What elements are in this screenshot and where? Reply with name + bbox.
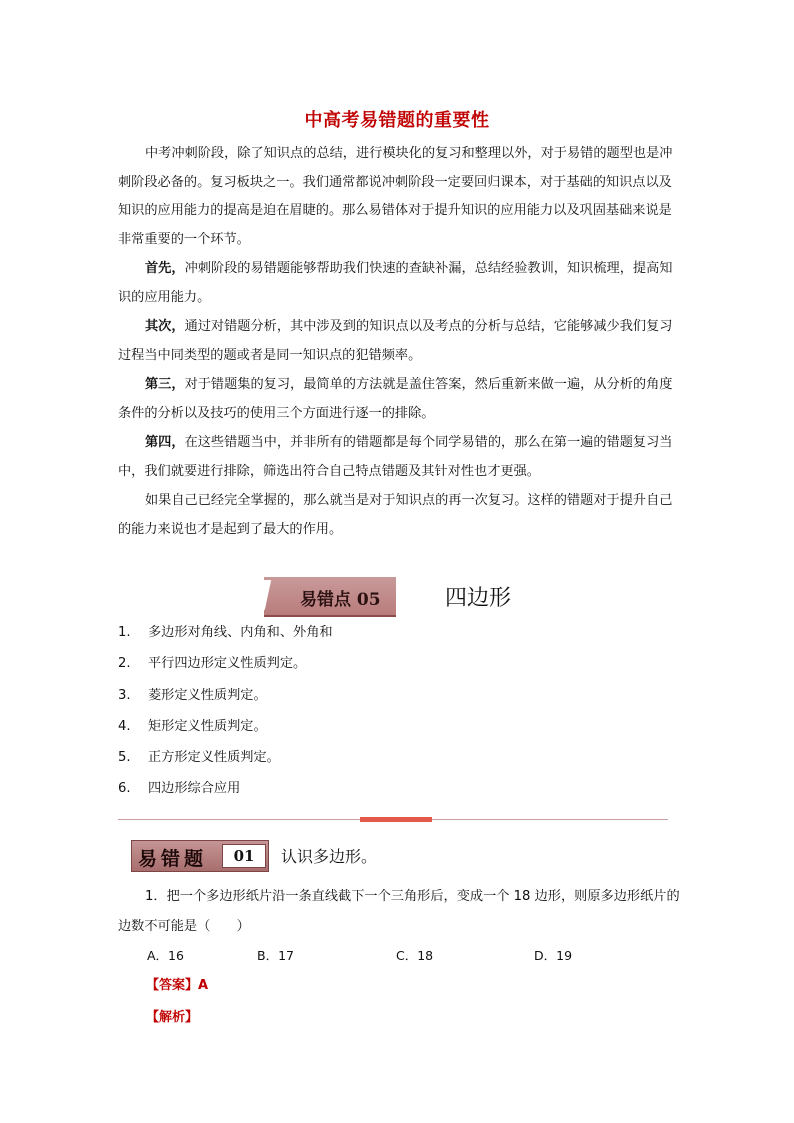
banner-box — [264, 577, 396, 617]
analysis-label: 【解析】 — [146, 1010, 199, 1025]
error-question-title: 认识多边形。 — [281, 847, 378, 866]
analysis-line — [146, 1006, 198, 1025]
list-text: 多边形对角线、内角和、外角和 — [148, 625, 333, 640]
list-text: 矩形定义性质判定。 — [148, 718, 267, 734]
error-question-number: 01 — [222, 844, 266, 868]
option-a: A．16 — [147, 948, 184, 963]
list-item — [118, 653, 678, 684]
list-number: 4. — [118, 718, 131, 734]
banner-topic: 四边形 — [445, 586, 512, 611]
intro-paragraph-3 — [118, 313, 678, 370]
answer-options — [118, 946, 683, 974]
list-number: 2. — [118, 656, 131, 672]
list-number: 6. — [118, 781, 131, 797]
list-text: 菱形定义性质判定。 — [148, 687, 267, 703]
intro-paragraph-6: 如果自己已经完全掌握的，那么就当是对于知识点的再一次复习。这样的错题对于提升自己的能力来说也才是起到了最大的作用。 — [118, 493, 673, 537]
list-text: 正方形定义性质判定。 — [148, 750, 280, 766]
list-text: 平行四边形定义性质判定。 — [148, 656, 307, 672]
error-point-banner — [264, 577, 564, 617]
intro-paragraph-4 — [118, 371, 678, 428]
answer-line — [146, 974, 208, 993]
divider-accent — [360, 817, 432, 822]
list-item — [118, 747, 678, 778]
list-number: 3. — [118, 687, 131, 703]
question-block — [118, 882, 683, 974]
option-c: C．18 — [396, 948, 434, 963]
topic-list — [118, 622, 678, 810]
list-text: 四边形综合应用 — [148, 781, 241, 797]
intro-section — [118, 140, 678, 544]
error-question-label: 易错题 — [138, 848, 208, 870]
banner-label: 易错点 05 — [300, 590, 381, 610]
option-b: B．17 — [257, 948, 294, 963]
question-text: 1．把一个多边形纸片沿一条直线截下一个三角形后，变成一个 18 边形，则原多边形纸片的边数不可能是（ ） — [118, 889, 680, 934]
answer-label: 【答案】 — [146, 978, 199, 993]
list-number: 5. — [118, 750, 131, 766]
page-title: 中高考易错题的重要性 — [304, 110, 490, 131]
intro-paragraph-2 — [118, 255, 678, 312]
list-item — [118, 622, 678, 653]
answer-value: A — [198, 978, 209, 993]
paragraph-body: 在这些错题当中，并非所有的错题都是每个同学易错的，那么在第一遍的错题复习当中，我们就要进行排除，筛选出符合自己特点错题及其针对性也才更强。 — [118, 435, 673, 479]
intro-paragraph-1: 中考冲刺阶段，除了知识点的总结，进行模块化的复习和整理以外，对于易错的题型也是冲刺阶段必备的。复习板块之一。我们通常都说冲刺阶段一定要回归课本，对于基础的知识点以及知识的应用能力的提高是迫在眉睫的。那么易错体对于提升知识的应用能力以及巩固基础来说是非常重要的一个环节。 — [118, 146, 673, 247]
error-question-box — [131, 840, 269, 872]
paragraph-lead: 首先， — [145, 261, 185, 276]
intro-paragraph-5 — [118, 429, 678, 486]
banner-notch — [257, 580, 271, 610]
list-item — [118, 778, 678, 809]
list-number: 1. — [118, 625, 131, 640]
paragraph-body: 对于错题集的复习，最简单的方法就是盖住答案，然后重新来做一遍，从分析的角度条件的分析以及技巧的使用三个方面进行逐一的排除。 — [118, 377, 673, 421]
list-item — [118, 716, 678, 747]
list-item — [118, 685, 678, 716]
paragraph-lead: 第四， — [145, 435, 185, 450]
paragraph-body: 通过对错题分析，其中涉及到的知识点以及考点的分析与总结，它能够减少我们复习过程当中同类型的题或者是同一知识点的犯错频率。 — [118, 319, 673, 363]
paragraph-lead: 第三， — [145, 377, 185, 392]
option-d: D．19 — [534, 948, 573, 963]
paragraph-body: 冲刺阶段的易错题能够帮助我们快速的查缺补漏，总结经验教训，知识梳理，提高知识的应用能力。 — [118, 261, 673, 305]
paragraph-lead: 其次， — [145, 319, 185, 334]
